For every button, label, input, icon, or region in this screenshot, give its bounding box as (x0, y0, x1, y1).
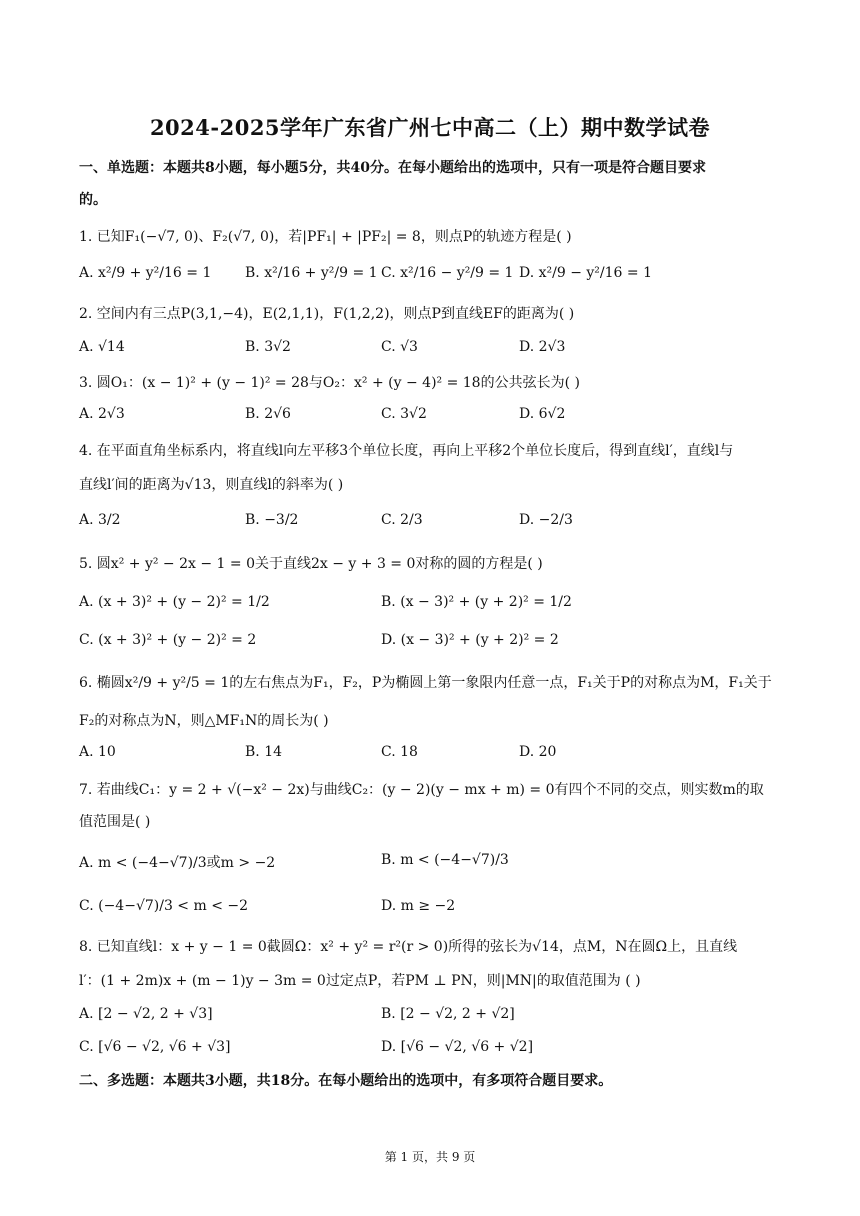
option-c: C. 18 (381, 744, 418, 760)
option-c: C. 2/3 (381, 512, 423, 528)
option-b: B. −3/2 (245, 512, 299, 528)
option-b: B. 2√6 (245, 406, 291, 422)
option-b: B. x²/16 + y²/9 = 1 (245, 265, 378, 281)
question-8-stem-cont: l′：(1 + 2m)x + (m − 1)y − 3m = 0过定点P，若PM ⊥ PN，则|MN|的取值范围为 ( ) (79, 973, 641, 989)
option-b: B. m < (−4−√7)/3 (381, 852, 509, 868)
option-a: A. [2 − √2, 2 + √3] (79, 1006, 213, 1022)
question-6-stem-cont: F₂的对称点为N，则△MF₁N的周长为( ) (79, 713, 329, 729)
option-d: D. [√6 − √2, √6 + √2] (381, 1039, 534, 1055)
option-a: A. 2√3 (79, 406, 125, 422)
question-4-stem: 4. 在平面直角坐标系内，将直线l向左平移3个单位长度，再向上平移2个单位长度后，得到直线l′，直线l与 (79, 443, 734, 459)
section-1-heading-cont: 的。 (79, 192, 107, 208)
option-a: A. √14 (79, 339, 125, 355)
option-c: C. x²/16 − y²/9 = 1 (381, 265, 514, 281)
option-b: B. 3√2 (245, 339, 291, 355)
question-2-options (79, 339, 791, 363)
option-c: C. (x + 3)² + (y − 2)² = 2 (79, 632, 257, 648)
exam-title: 2024-2025学年广东省广州七中高二（上）期中数学试卷 (149, 115, 711, 140)
question-7-options-row1 (79, 852, 791, 876)
question-1-stem: 1. 已知F₁(−√7, 0)、F₂(√7, 0)，若|PF₁| + |PF₂| = 8，则点P的轨迹方程是( ) (79, 229, 572, 245)
question-7-stem: 7. 若曲线C₁：y = 2 + √(−x² − 2x)与曲线C₂：(y − 2)(y − mx + m) = 0有四个不同的交点，则实数m的取 (79, 782, 764, 798)
question-2-stem: 2. 空间内有三点P(3,1,−4)，E(2,1,1)，F(1,2,2)，则点P到直线EF的距离为( ) (79, 306, 575, 322)
option-b: B. [2 − √2, 2 + √2] (381, 1006, 515, 1022)
option-a: A. x²/9 + y²/16 = 1 (79, 265, 212, 281)
question-3-options (79, 406, 791, 430)
question-6-options (79, 744, 791, 768)
option-d: D. −2/3 (519, 512, 573, 528)
option-a: A. 3/2 (79, 512, 121, 528)
section-2-heading: 二、多选题：本题共3小题，共18分。在每小题给出的选项中，有多项符合题目要求。 (79, 1073, 613, 1089)
option-d: D. m ≥ −2 (381, 898, 456, 914)
question-4-options (79, 512, 791, 536)
option-d: D. 20 (519, 744, 557, 760)
option-b: B. 14 (245, 744, 283, 760)
option-a: A. m < (−4−√7)/3或m > −2 (79, 855, 276, 871)
option-c: C. 3√2 (381, 406, 427, 422)
option-c: C. [√6 − √2, √6 + √3] (79, 1039, 231, 1055)
question-5-options-row2 (79, 632, 791, 656)
page-footer: 第 1 页，共 9 页 (384, 1150, 476, 1164)
option-d: D. 2√3 (519, 339, 566, 355)
option-b: B. (x − 3)² + (y + 2)² = 1/2 (381, 594, 572, 610)
question-4-stem-cont: 直线l′间的距离为√13，则直线l的斜率为( ) (79, 477, 344, 493)
question-8-options-row1 (79, 1006, 791, 1030)
section-1-heading: 一、单选题：本题共8小题，每小题5分，共40分。在每小题给出的选项中，只有一项是符合题目要求 (79, 160, 706, 176)
option-d: D. 6√2 (519, 406, 566, 422)
option-a: A. (x + 3)² + (y − 2)² = 1/2 (79, 594, 270, 610)
question-8-options-row2 (79, 1039, 791, 1063)
option-c: C. √3 (381, 339, 418, 355)
option-a: A. 10 (79, 744, 116, 760)
question-1-options (79, 265, 791, 289)
question-7-options-row2 (79, 898, 791, 922)
option-d: D. x²/9 − y²/16 = 1 (519, 265, 652, 281)
option-c: C. (−4−√7)/3 < m < −2 (79, 898, 249, 914)
option-d: D. (x − 3)² + (y + 2)² = 2 (381, 632, 559, 648)
question-6-stem: 6. 椭圆x²/9 + y²/5 = 1的左右焦点为F₁，F₂，P为椭圆上第一象限内任意一点，F₁关于P的对称点为M，F₁关于 (79, 675, 772, 691)
question-7-stem-cont: 值范围是( ) (79, 814, 151, 830)
question-5-stem: 5. 圆x² + y² − 2x − 1 = 0关于直线2x − y + 3 = 0对称的圆的方程是( ) (79, 556, 543, 572)
question-5-options-row1 (79, 594, 791, 618)
question-8-stem: 8. 已知直线l：x + y − 1 = 0截圆Ω：x² + y² = r²(r > 0)所得的弦长为√14，点M，N在圆Ω上，且直线 (79, 939, 738, 955)
question-3-stem: 3. 圆O₁：(x − 1)² + (y − 1)² = 28与O₂：x² + (y − 4)² = 18的公共弦长为( ) (79, 375, 580, 391)
